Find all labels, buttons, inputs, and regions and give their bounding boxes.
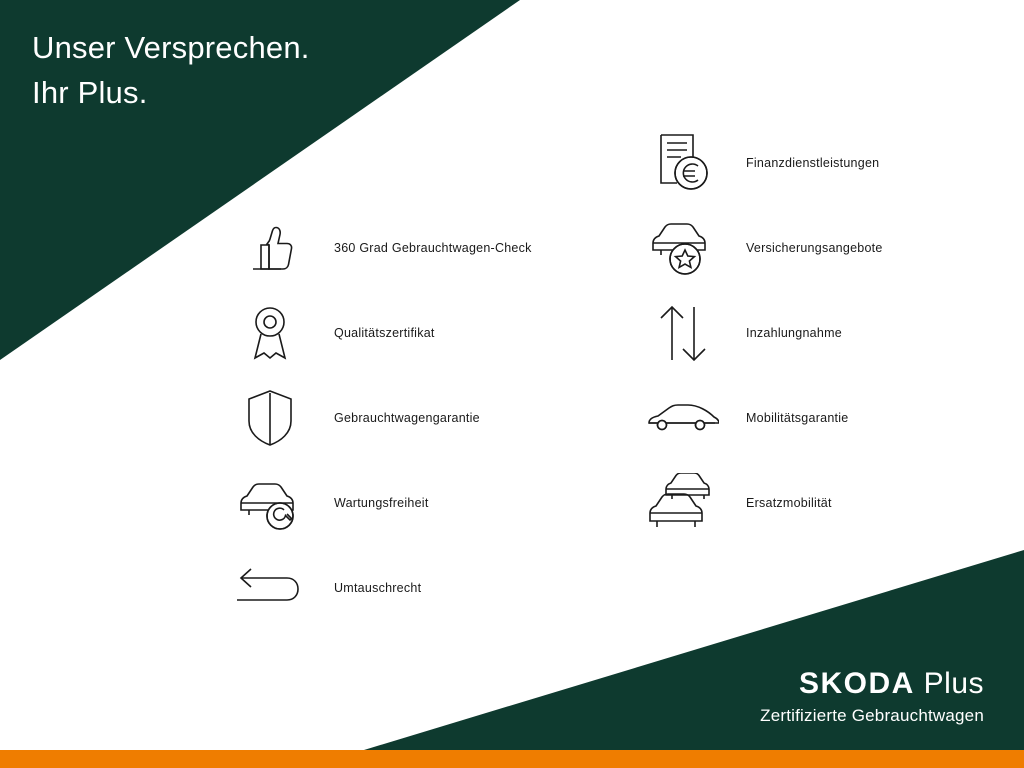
feature-item: [640, 375, 1000, 460]
two-cars-icon: [640, 470, 724, 536]
thumbs-up-icon: [228, 215, 312, 281]
up-down-arrows-icon: [640, 300, 724, 366]
orange-bottom-bar-left: [0, 750, 390, 768]
award-rosette-icon: [228, 300, 312, 366]
car-side-icon: [640, 385, 724, 451]
feature-label: Ersatzmobilität: [746, 495, 832, 510]
brand-name-line: [760, 667, 984, 700]
feature-item: [228, 460, 588, 545]
feature-item: [640, 120, 1000, 205]
document-euro-icon: [640, 130, 724, 196]
feature-label: Finanzdienstleistungen: [746, 155, 880, 170]
feature-list-left: [228, 205, 588, 630]
feature-item: [228, 205, 588, 290]
brand-suffix: Plus: [923, 667, 984, 700]
feature-item: [640, 205, 1000, 290]
feature-label: Qualitätszertifikat: [334, 325, 435, 340]
page-title-line-1: Unser Versprechen.: [32, 30, 310, 65]
car-star-icon: [640, 215, 724, 281]
feature-item: [640, 460, 1000, 545]
feature-label: Gebrauchtwagengarantie: [334, 410, 480, 425]
feature-list-right: [640, 120, 1000, 545]
feature-item: [228, 290, 588, 375]
brand-name: SKODA: [798, 667, 915, 700]
page-title: [32, 26, 310, 116]
feature-item: [228, 545, 588, 630]
feature-label: 360 Grad Gebrauchtwagen-Check: [334, 240, 532, 255]
feature-label: Inzahlungnahme: [746, 325, 842, 340]
brand-tagline: Zertifizierte Gebrauchtwagen: [760, 706, 984, 725]
feature-item: [640, 290, 1000, 375]
page-title-line-2: Ihr Plus.: [32, 74, 148, 110]
return-arrow-icon: [228, 555, 312, 621]
car-wrench-icon: [228, 470, 312, 536]
feature-label: Versicherungsangebote: [746, 240, 883, 255]
feature-label: Umtauschrecht: [334, 580, 422, 595]
shield-icon: [228, 385, 312, 451]
feature-label: Wartungsfreiheit: [334, 495, 429, 510]
feature-item: [228, 375, 588, 460]
brand-block: [760, 667, 984, 726]
feature-label: Mobilitätsgarantie: [746, 410, 849, 425]
